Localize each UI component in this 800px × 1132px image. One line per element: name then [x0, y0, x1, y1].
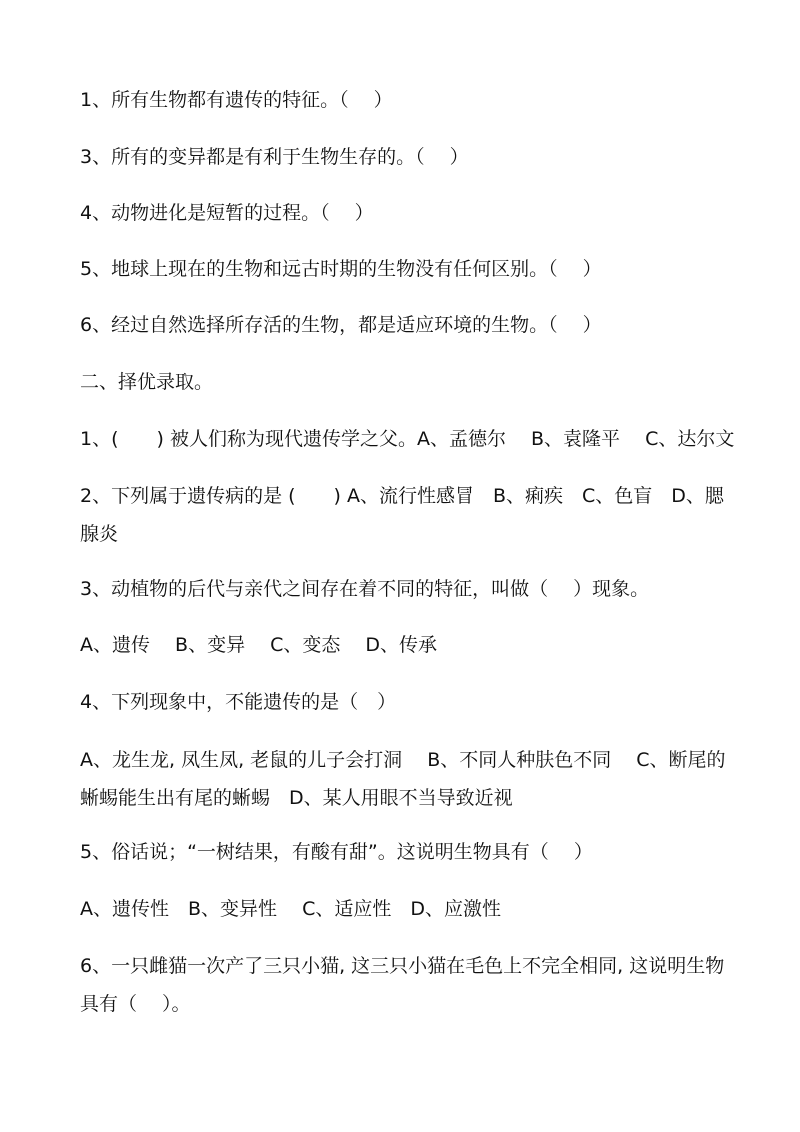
choice-question-1: 1、( ) 被人们称为现代遗传学之父。A、孟德尔 B、袁隆平 C、达尔文 — [80, 428, 735, 450]
choice-question-4: 4、下列现象中，不能遗传的是（ ） — [80, 691, 397, 713]
question-3: 3、所有的变异都是有利于生物生存的。（ ） — [80, 146, 469, 168]
choice-question-6: 6、一只雌猫一次产了三只小猫, 这三只小猫在毛色上不完全相同, 这说明生物具有（ ）。 — [80, 955, 725, 1015]
choice-options-4: A、龙生龙, 凤生凤, 老鼠的儿子会打洞 B、不同人种肤色不同 C、断尾的蜥蜴能生出有尾的蜥蜴 D、某人用眼不当导致近视 — [80, 749, 726, 809]
choice-question-3: 3、动植物的后代与亲代之间存在着不同的特征，叫做（ ）现象。 — [80, 578, 650, 600]
choice-options-5: A、遗传性 B、变异性 C、适应性 D、应激性 — [80, 898, 501, 920]
choice-options-3: A、遗传 B、变异 C、变态 D、传承 — [80, 634, 438, 656]
question-4: 4、动物进化是短暂的过程。（ ） — [80, 202, 374, 224]
question-6: 6、经过自然选择所存活的生物，都是适应环境的生物。（ ） — [80, 314, 602, 336]
question-1: 1、所有生物都有遗传的特征。（ ） — [80, 89, 393, 111]
section-heading: 二、择优录取。 — [80, 371, 214, 393]
question-5: 5、地球上现在的生物和远古时期的生物没有任何区别。（ ） — [80, 258, 602, 280]
choice-question-5: 5、俗话说；“一树结果，有酸有甜”。这说明生物具有（ ） — [80, 841, 593, 863]
choice-question-2: 2、下列属于遗传病的是 ( ) A、流行性感冒 B、痢疾 C、色盲 D、腮腺炎 — [80, 485, 724, 545]
